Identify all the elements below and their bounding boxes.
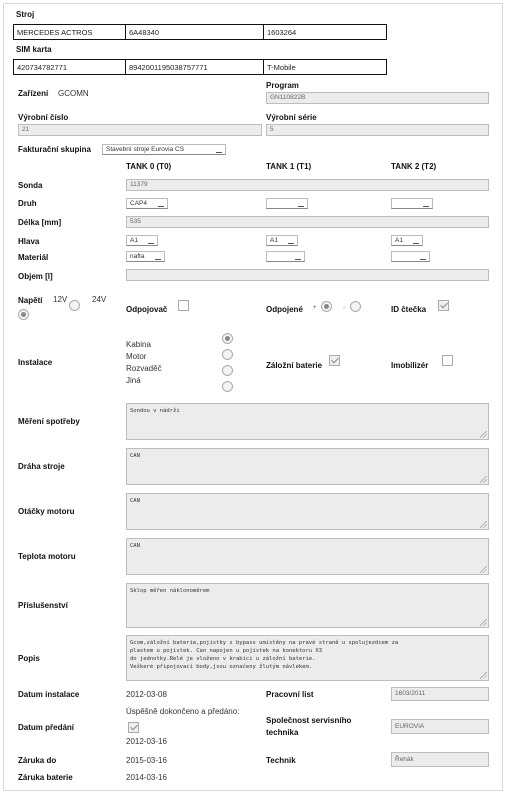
odpojene-minus-radio[interactable] xyxy=(350,301,361,312)
druh-t2-select[interactable] xyxy=(391,198,433,209)
teplota-label: Teplota motoru xyxy=(18,552,76,561)
fakturacni-select[interactable] xyxy=(102,144,226,155)
sim-label: SIM karta xyxy=(16,45,52,54)
draha-value: CAN xyxy=(130,453,140,459)
instalace-option-rozvadec: Rozvaděč xyxy=(126,364,162,373)
zaruka-do-label: Záruka do xyxy=(18,756,57,765)
stroj-table xyxy=(13,24,387,40)
napeti-12v-label: 12V xyxy=(53,295,68,304)
sim-number: 420734782771 xyxy=(14,60,126,75)
popis-line: do jednotky.Relé je vloženo v krabici u záložní baterie. xyxy=(130,656,316,662)
chevron-down-icon xyxy=(288,243,294,244)
id-ctecka-checkbox[interactable] xyxy=(438,300,449,311)
stroj-number: 1603264 xyxy=(264,25,387,40)
instalace-rozvadec-radio[interactable] xyxy=(222,365,233,376)
resize-grip-icon[interactable] xyxy=(480,672,487,679)
objem-field[interactable] xyxy=(126,269,489,281)
delka-label: Délka [mm] xyxy=(18,218,62,227)
vyrobni-cislo-label: Výrobní číslo xyxy=(18,113,69,122)
sim-iccid: 8942001195038757771 xyxy=(126,60,264,75)
zalozni-baterie-label: Záložní baterie xyxy=(266,361,323,370)
delka-field[interactable]: 535 xyxy=(126,216,489,228)
instalace-motor-radio[interactable] xyxy=(222,349,233,360)
chevron-down-icon xyxy=(158,206,164,207)
popis-line: Veškeré připojovací body,jsou označeny žlutým návlekem. xyxy=(130,664,313,670)
instalace-label: Instalace xyxy=(18,358,53,367)
datum-instalace-label: Datum instalace xyxy=(18,690,80,699)
chevron-down-icon xyxy=(413,243,419,244)
prislusenstvi-value: Sklop měřen náklonoměrem xyxy=(130,588,210,594)
sonda-label: Sonda xyxy=(18,181,43,190)
sim-operator: T-Mobile xyxy=(264,60,387,75)
resize-grip-icon[interactable] xyxy=(480,521,487,528)
hlava-t0-value: A1 xyxy=(130,237,138,244)
resize-grip-icon[interactable] xyxy=(480,619,487,626)
instalace-jina-radio[interactable] xyxy=(222,381,233,392)
hlava-t0-select[interactable] xyxy=(126,235,158,246)
hlava-t1-select[interactable] xyxy=(266,235,298,246)
hlava-label: Hlava xyxy=(18,237,40,246)
tank2-header: TANK 2 (T2) xyxy=(391,162,437,171)
hlava-t2-select[interactable] xyxy=(391,235,423,246)
fakturacni-value: Stavební stroje Eurovia CS xyxy=(106,146,185,153)
popis-line: plastem u pojistek. Can napojen u pojistek na konektoru X3 xyxy=(130,648,323,654)
draha-label: Dráha stroje xyxy=(18,462,65,471)
id-ctecka-label: ID čtečka xyxy=(391,305,427,314)
mereni-label: Měření spotřeby xyxy=(18,417,80,426)
resize-grip-icon[interactable] xyxy=(480,431,487,438)
fakturacni-label: Fakturační skupina xyxy=(18,145,91,154)
popis-label: Popis xyxy=(18,654,40,663)
datum-predani-value: 2012-03-16 xyxy=(126,737,167,746)
instalace-option-kabina: Kabina xyxy=(126,340,151,349)
napeti-24v-label: 24V xyxy=(92,295,107,304)
mereni-textarea[interactable] xyxy=(126,403,489,440)
odpojene-minus-label: - xyxy=(343,305,345,311)
chevron-down-icon xyxy=(295,259,301,260)
datum-predani-note: Úspěšně dokončeno a předáno: xyxy=(126,707,240,716)
stroj-brand: MERCEDES ACTROS xyxy=(14,25,126,40)
material-t1-select[interactable] xyxy=(266,251,305,262)
resize-grip-icon[interactable] xyxy=(480,566,487,573)
datum-predani-label: Datum předání xyxy=(18,723,75,732)
napeti-24v-radio[interactable] xyxy=(18,309,29,320)
vyrobni-serie-label: Výrobní série xyxy=(266,113,317,122)
tank0-header: TANK 0 (T0) xyxy=(126,162,172,171)
hlava-t2-value: A1 xyxy=(395,237,403,244)
napeti-label: Napětí xyxy=(18,296,43,305)
spolecnost-label-line2: technika xyxy=(266,728,299,737)
odpojene-plus-label: + xyxy=(313,305,317,311)
popis-line: Gcom,záložní baterie,pojistky s bypass umístěny na pravé straně u spolujezdcem za xyxy=(130,640,399,646)
chevron-down-icon xyxy=(420,259,426,260)
popis-textarea[interactable] xyxy=(126,635,489,681)
program-label: Program xyxy=(266,81,299,90)
mereni-value: Sondou v nádrži xyxy=(130,408,180,414)
zaruka-baterie-label: Záruka baterie xyxy=(18,773,73,782)
instalace-option-motor: Motor xyxy=(126,352,147,361)
draha-textarea[interactable] xyxy=(126,448,489,485)
pracovni-list-field[interactable]: 1603/2011 xyxy=(391,687,489,701)
chevron-down-icon xyxy=(148,243,154,244)
technik-field[interactable]: Řehák xyxy=(391,752,489,767)
druh-t1-select[interactable] xyxy=(266,198,308,209)
material-t2-select[interactable] xyxy=(391,251,430,262)
zaruka-baterie-value: 2014-03-16 xyxy=(126,773,167,782)
druh-t0-select[interactable] xyxy=(126,198,168,209)
tank1-header: TANK 1 (T1) xyxy=(266,162,312,171)
objem-label: Objem [l] xyxy=(18,272,53,281)
zarizeni-value: GCOMN xyxy=(58,89,89,98)
stroj-label: Stroj xyxy=(16,10,35,19)
instalace-option-jina: Jiná xyxy=(126,376,141,385)
prislusenstvi-label: Příslušenství xyxy=(18,601,68,610)
resize-grip-icon[interactable] xyxy=(480,476,487,483)
program-field[interactable]: GN110822B xyxy=(266,92,489,104)
vyrobni-cislo-field[interactable]: 21 xyxy=(18,124,262,136)
zalozni-baterie-checkbox[interactable] xyxy=(329,355,340,366)
stroj-plate: 6A48340 xyxy=(126,25,264,40)
vyrobni-serie-field[interactable]: 5 xyxy=(266,124,489,136)
material-t0-value: nafta xyxy=(130,253,145,260)
odpojene-plus-radio[interactable] xyxy=(321,301,332,312)
odpojene-label: Odpojené xyxy=(266,305,303,314)
sonda-field[interactable]: 11379 xyxy=(126,179,489,191)
technik-label: Technik xyxy=(266,756,296,765)
odpojovac-checkbox[interactable] xyxy=(178,300,189,311)
pracovni-list-label: Pracovní list xyxy=(266,690,314,699)
odpojovac-label: Odpojovač xyxy=(126,305,168,314)
otacky-textarea[interactable] xyxy=(126,493,489,530)
datum-instalace-value: 2012-03-08 xyxy=(126,690,167,699)
imobilizer-label: Imobilizér xyxy=(391,361,429,370)
chevron-down-icon xyxy=(423,206,429,207)
spolecnost-label-line1: Společnost servisního xyxy=(266,716,352,725)
hlava-t1-value: A1 xyxy=(270,237,278,244)
zaruka-do-value: 2015-03-16 xyxy=(126,756,167,765)
otacky-label: Otáčky motoru xyxy=(18,507,75,516)
zarizeni-label: Zařízení xyxy=(18,89,49,98)
teplota-value: CAN xyxy=(130,543,140,549)
prislusenstvi-textarea[interactable] xyxy=(126,583,489,628)
datum-predani-checkbox[interactable] xyxy=(128,722,139,733)
teplota-textarea[interactable] xyxy=(126,538,489,575)
material-t0-select[interactable] xyxy=(126,251,165,262)
chevron-down-icon xyxy=(155,259,161,260)
chevron-down-icon xyxy=(298,206,304,207)
chevron-down-icon xyxy=(216,152,222,153)
instalace-kabina-radio[interactable] xyxy=(222,333,233,344)
spolecnost-field[interactable]: EUROVIA xyxy=(391,719,489,734)
imobilizer-checkbox[interactable] xyxy=(442,355,453,366)
material-label: Materiál xyxy=(18,253,49,262)
druh-t0-value: CAP4 xyxy=(130,200,147,207)
napeti-12v-radio[interactable] xyxy=(69,300,80,311)
otacky-value: CAN xyxy=(130,498,140,504)
druh-label: Druh xyxy=(18,199,37,208)
sim-table xyxy=(13,59,387,75)
